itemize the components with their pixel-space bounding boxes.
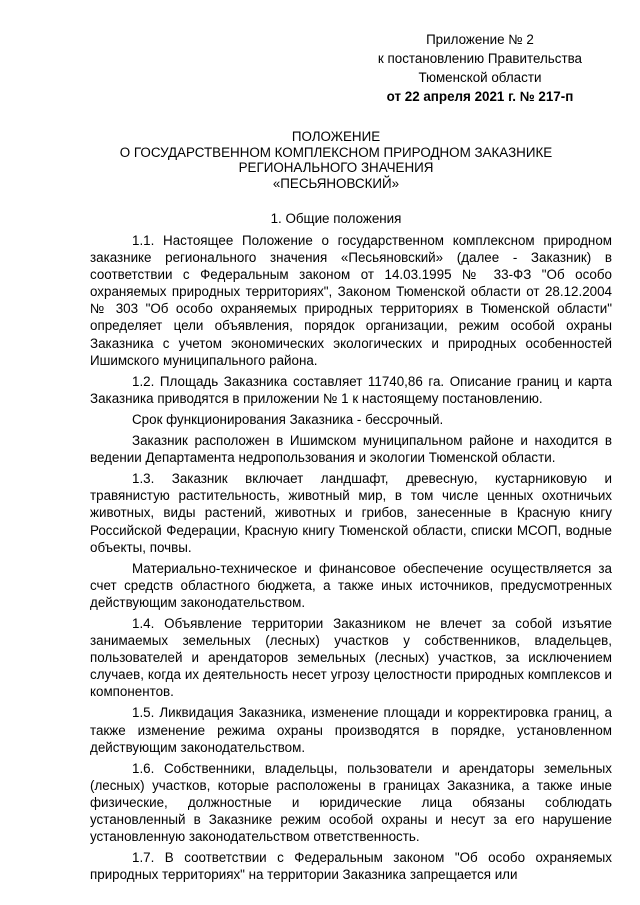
title-line-3: РЕГИОНАЛЬНОГО ЗНАЧЕНИЯ <box>238 160 434 175</box>
appendix-header <box>378 30 582 106</box>
paragraph-funding: Материально-техническое и финансовое обеспечение осуществляется за счет средств областного бюджета, а также иных источников, предусмотренных действующим законодательством. <box>90 560 612 610</box>
document-title <box>90 129 582 191</box>
paragraph-term: Срок функционирования Заказника - бессрочный. <box>132 411 444 427</box>
document-body <box>90 232 612 887</box>
section-heading: 1. Общие положения <box>270 211 402 226</box>
paragraph-1-5: 1.5. Ликвидация Заказника, изменение площади и корректировка границ, а также изменение режима охраны производятся в порядке, установленном действующим законодательством. <box>90 705 612 755</box>
paragraph-1-4: 1.4. Объявление территории Заказником не влечет за собой изъятие занимаемых земельных (лесных) участков у собственников, владельцев, пользователей и арендаторов земельных (лесных) участков, за исключением случаев, когда их деятельность несет угрозу целостности природных комплексов и компонентов. <box>90 615 612 700</box>
paragraph-1-6: 1.6. Собственники, владельцы, пользователи и арендаторы земельных (лесных) участков, которые расположены в границах Заказника, а также иные физические, должностные и юридические лица обязаны соблюдать установленный в Заказнике режим особой охраны и несут за его нарушение установленную законодательством ответственность. <box>90 760 612 845</box>
appendix-region: Тюменской области <box>418 70 542 85</box>
title-line-4: «ПЕСЬЯНОВСКИЙ» <box>272 175 400 191</box>
paragraph-1-7: 1.7. В соответствии с Федеральным законом "Об особо охраняемых природных территориях" на территории Заказника запрещается или <box>90 850 612 883</box>
title-line-2: О ГОСУДАРСТВЕННОМ КОМПЛЕКСНОМ ПРИРОДНОМ ЗАКАЗНИКЕ <box>119 144 553 160</box>
title-line-1: ПОЛОЖЕНИЕ <box>291 129 381 144</box>
paragraph-location: Заказник расположен в Ишимском муниципальном районе и находится в ведении Департамента недропользования и экологии Тюменской области. <box>90 433 612 466</box>
appendix-number: Приложение № 2 <box>426 32 534 47</box>
paragraph-1-2: 1.2. Площадь Заказника составляет 11740,86 га. Описание границ и карта Заказника приводятся в приложении № 1 к настоящему постановлению. <box>90 373 612 406</box>
paragraph-1-3: 1.3. Заказник включает ландшафт, древесную, кустарниковую и травянистую растительность, животный мир, в том числе ценных охотничьих животных, виды растений, животных и грибов, занесенные в Красную книгу Российской Федерации, Красную книгу Тюменской области, списки МСОП, водные объекты, почвы. <box>90 471 612 555</box>
appendix-reference: к постановлению Правительства <box>377 51 582 66</box>
appendix-date-number: от 22 апреля 2021 г. № 217-п <box>386 89 574 104</box>
paragraph-1-1: 1.1. Настоящее Положение о государственном комплексном природном заказнике регионального значения «Песьяновский» (далее - Заказник) в соответствии с Федеральным законом от 14.03.1995 № 33-ФЗ "Об особо охраняемых природных территориях", Законом Тюменской области от 28.12.2004 № 303 "Об особо охраняемых природных территориях в Тюменской области" определяет цели объявления, порядок организации, режим особой охраны Заказника с учетом экономических экологических и природных особенностей Ишимского муниципального района. <box>90 233 612 368</box>
